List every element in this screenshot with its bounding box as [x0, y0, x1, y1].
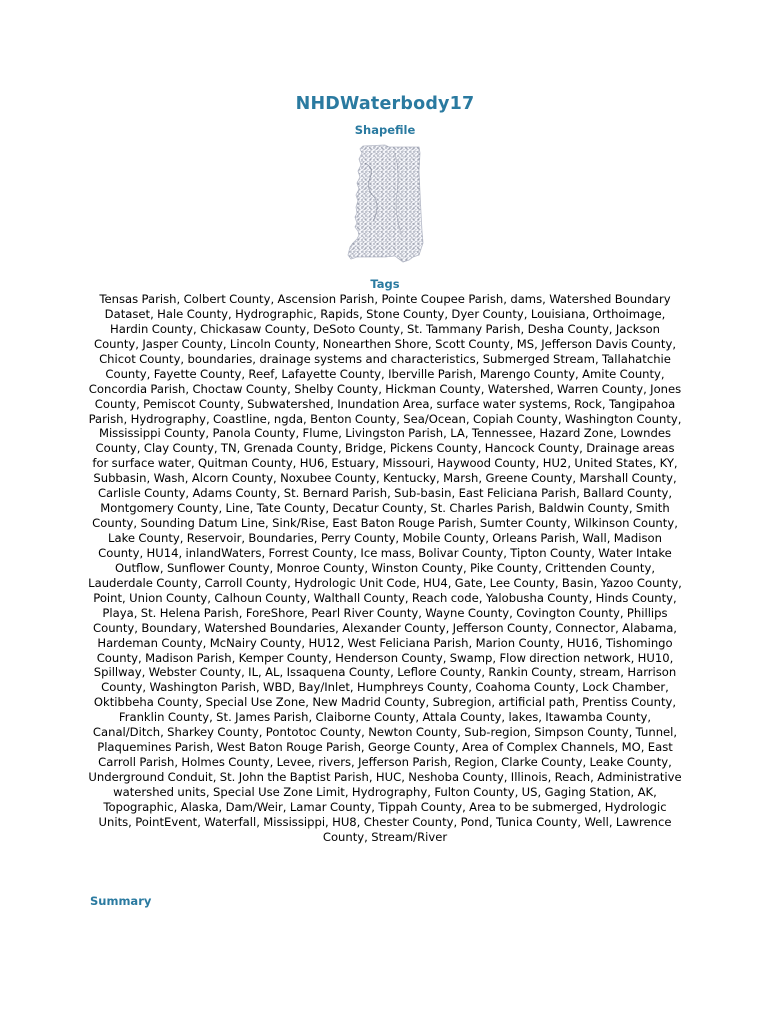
- tags-heading: Tags: [370, 277, 400, 291]
- tags-list: Tensas Parish, Colbert County, Ascension Parish, Pointe Coupee Parish, dams, Watershed Boundary Dataset, Hale County, Hydrographic, Rapids, Stone County, Dyer County, Louisiana, Orthoimage, Hardin County, Chickasaw County, DeSoto County, St. Tammany Parish, Desha County, Jackson County, Jasper County, Lincoln County, Nonearthen Shore, Scott County, MS, Jefferson Davis County, Chicot County, boundaries, drainage systems and characteristics, Submerged Stream, Tallahatchie County, Fayette County, Reef, Lafayette County, Iberville Parish, Marengo County, Amite County, Concordia Parish, Choctaw County, Shelby County, Hickman County, Watershed, Warren County, Jones County, Pemiscot County, Subwatershed, Inundation Area, surface water systems, Rock, Tangipahoa Parish, Hydrography, Coastline, ngda, Benton County, Sea/Ocean, Copiah County, Washington County, Mississippi County, Panola County, Flume, Livingston Parish, LA, Tennessee, Hazard Zone, Lowndes County, Clay County, TN, Grenada County, Bridge, Pickens County, Hancock County, Drainage areas for surface water, Quitman County, HU6, Estuary, Missouri, Haywood County, HU2, United States, KY, Subbasin, Wash, Alcorn County, Noxubee County, Kentucky, Marsh, Greene County, Marshall County, Carlisle County, Adams County, St. Bernard Parish, Sub-basin, East Feliciana Parish, Ballard County, Montgomery County, Line, Tate County, Decatur County, St. Charles Parish, Baldwin County, Smith County, Sounding Datum Line, Sink/Rise, East Baton Rouge Parish, Sumter County, Wilkinson County, Lake County, Reservoir, Boundaries, Perry County, Mobile County, Orleans Parish, Wall, Madison County, HU14, inlandWaters, Forrest County, Ice mass, Bolivar County, Tipton County, Water Intake Outflow, Sunflower County, Monroe County, Winston County, Pike County, Crittenden County, Lauderdale County, Carroll County, Hydrologic Unit Code, HU4, Gate, Lee County, Basin, Yazoo County, Point, Union County, Calhoun County, Walthall County, Reach code, Yalobusha County, Hinds County, Playa, St. Helena Parish, ForeShore, Pearl River County, Wayne County, Covington County, Phillips County, Boundary, Watershed Boundaries, Alexander County, Jefferson County, Connector, Alabama, Hardeman County, McNairy County, HU12, West Feliciana Parish, Marion County, HU16, Tishomingo County, Madison Parish, Kemper County, Henderson County, Swamp, Flow direction network, HU10, Spillway, Webster County, IL, AL, Issaquena County, Leflore County, Rankin County, stream, Harrison County, Washington Parish, WBD, Bay/Inlet, Humphreys County, Coahoma County, Lock Chamber, Oktibbeha County, Special Use Zone, New Madrid County, Subregion, artificial path, Prentiss County, Franklin County, St. James Parish, Claiborne County, Attala County, lakes, Itawamba County, Canal/Ditch, Sharkey County, Pontotoc County, Newton County, Sub-region, Simpson County, Tunnel, Plaquemines Parish, West Baton Rouge Parish, George County, Area of Complex Channels, MO, East Carroll Parish, Holmes County, Levee, rivers, Jefferson Parish, Region, Clarke County, Leake County, Underground Conduit, St. John the Baptist Parish, HUC, Neshoba County, Illinois, Reach, Administrative watershed units, Special Use Zone Limit, Hydrography, Fulton County, US, Gaging Station, AK, Topographic, Alaska, Dam/Weir, Lamar County, Tippah County, Area to be submerged, Hydrologic Units, PointEvent, Waterfall, Mississippi, HU8, Chester County, Pond, Tunica County, Well, Lawrence County, Stream/River: [88, 292, 682, 844]
- page-subtitle: Shapefile: [354, 123, 416, 137]
- page-title: NHDWaterbody17: [295, 94, 475, 114]
- summary-heading: Summary: [90, 894, 152, 908]
- mississippi-map-thumbnail-icon: [345, 143, 425, 265]
